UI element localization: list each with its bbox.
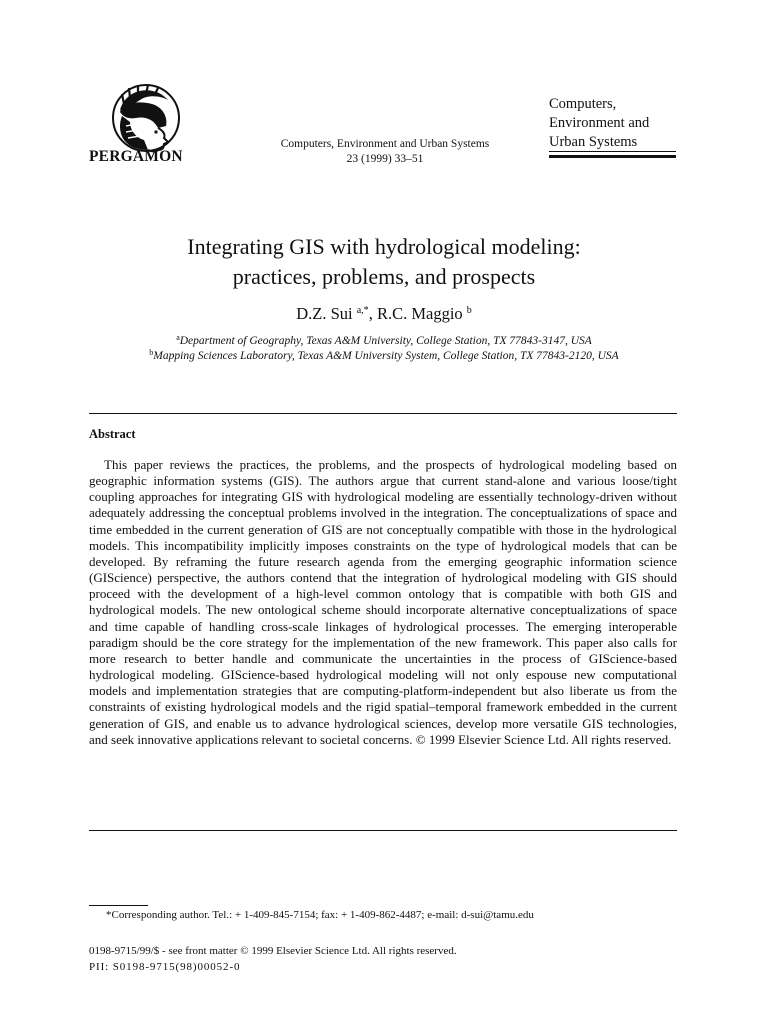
abstract-body: This paper reviews the practices, the problems, and the prospects of hydrological modeling based on geographic information systems (GIS). The authors argue that current stand-alone and various loose/tight coupling approaches for integrating GIS with hydrological modeling are essentially technology-driven without adequately addressing the conceptual problems involved in the integration. The conceptualizations of space and time embedded in the current generation of GIS are not conceptually compatible with those in the hydrological models. This incompatibility implicitly imposes constraints on the type of hydrological models that can be developed. By reframing the future research agenda from the emerging geographic information science (GIScience) perspective, the authors contend that the integration of hydrological modeling with GIS should proceed with the development of a high-level common ontology that is compatible with both GIS and hydrological models. The new ontological scheme should incorporate alternative conceptualizations of space and time capable of handling cross-scale linkages of hydrological processes. The emerging interoperable paradigm should be the core strategy for the implementation of the new framework. This paper also calls for more research to better handle and communicate the uncertainties in the process of GIScience-based hydrological modeling. GIScience-based hydrological modeling will not only espouse new computational models and implementation strategies that are computing-platform-independent but also liberate us from the constraints of existing hydrological models and the rigid spatial–temporal framework embedded in the current generation of GIS, and enable us to advance hydrological sciences, develop more versatile GIS technologies, and seek innovative applications relevant to societal concerns. © 1999 Elsevier Science Ltd. All rights reserved. <box>89 457 677 747</box>
title-line-1: Integrating GIS with hydrological modeling: <box>187 234 581 259</box>
journal-box-line-3: Urban Systems <box>549 134 638 150</box>
journal-box-line-2: Environment and <box>549 115 650 131</box>
affiliation-text: Mapping Sciences Laboratory, Texas A&M University System, College Station, TX 77843-2120, USA <box>153 350 619 362</box>
author-affiliation-marks: a,* <box>356 305 369 316</box>
footnote-rule <box>89 905 148 906</box>
copyright-line: 0198-9715/99/$ - see front matter © 1999 Elsevier Science Ltd. All rights reserved. <box>89 945 457 957</box>
affiliation-b <box>0 348 768 362</box>
publisher-name: PERGAMON <box>89 148 183 165</box>
affiliation-a <box>0 333 768 347</box>
journal-title-box <box>549 95 679 152</box>
affiliation-text: Department of Geography, Texas A&M University, College Station, TX 77843-3147, USA <box>179 335 592 347</box>
front-matter <box>89 943 457 975</box>
journal-citation <box>250 137 520 167</box>
journal-box-rule-thin <box>549 151 676 152</box>
journal-box-line-1: Computers, <box>549 96 617 112</box>
author-name: D.Z. Sui <box>296 304 353 323</box>
affiliation-mark: a <box>176 333 180 342</box>
affiliation-mark: b <box>149 348 154 357</box>
title-line-2: practices, problems, and prospects <box>232 264 536 289</box>
author-affiliation-marks: b <box>466 305 472 316</box>
corresponding-author-footnote: *Corresponding author. Tel.: + 1-409-845-7154; fax: + 1-409-862-4487; e-mail: d-sui@tamu.edu <box>106 909 534 921</box>
author-name: R.C. Maggio <box>376 304 463 323</box>
journal-issue: 23 (1999) 33–51 <box>346 153 424 165</box>
abstract-bottom-rule <box>89 830 677 831</box>
article-title <box>0 232 768 292</box>
author-separator: , <box>368 304 377 323</box>
abstract-top-rule <box>89 413 677 414</box>
author-list <box>0 304 768 324</box>
pii-line: PII: S0198-9715(98)00052-0 <box>89 961 241 973</box>
journal-box-rule-thick <box>549 155 676 158</box>
abstract-heading: Abstract <box>89 427 136 441</box>
journal-name: Computers, Environment and Urban Systems <box>280 138 490 150</box>
